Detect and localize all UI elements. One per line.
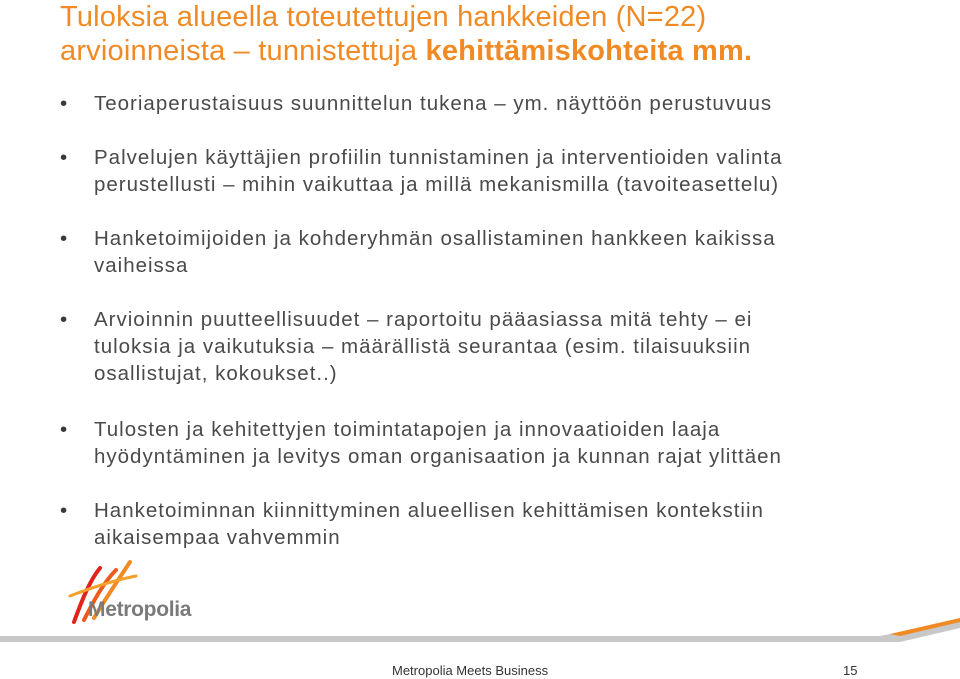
bullet-marker: •	[60, 92, 68, 115]
bullet-line: perustellusti – mihin vaikuttaa ja millä mekanismilla (tavoiteasettelu)	[94, 173, 780, 196]
title-line-1: Tuloksia alueella toteutettujen hankkeiden (N=22)	[60, 1, 707, 33]
bullet-line: Teoriaperustaisuus suunnittelun tukena – ym. näyttöön perustuvuus	[94, 92, 773, 115]
bullet-line: Palvelujen käyttäjien profiilin tunnistaminen ja interventioiden valinta	[94, 146, 783, 169]
bullet-line: Tulosten ja kehitettyjen toimintatapojen ja innovaatioiden laaja	[94, 418, 721, 441]
bullet-line: tuloksia ja vaikutuksia – määrällistä seurantaa (esim. tilaisuuksiin	[94, 335, 752, 358]
page-number: 15	[843, 663, 858, 678]
bullet-line: Arvioinnin puutteellisuudet – raportoitu pääasiassa mitä tehty – ei	[94, 308, 753, 331]
bullet-item	[60, 416, 920, 470]
bullet-line: Hanketoimijoiden ja kohderyhmän osallistaminen hankkeen kaikissa	[94, 227, 776, 250]
bullet-line: aikaisempaa vahvemmin	[94, 526, 341, 549]
footer-bar	[0, 616, 960, 642]
logo-text: Metropolia	[88, 598, 192, 621]
title-line-2: arvioinneista – tunnistettuja	[60, 35, 426, 67]
bullet-marker: •	[60, 308, 68, 331]
bullet-marker: •	[60, 227, 68, 250]
bullet-item	[60, 497, 920, 551]
bullet-marker: •	[60, 499, 68, 522]
slide-title	[60, 0, 940, 68]
bullet-item	[60, 90, 920, 117]
bullet-item	[60, 306, 920, 387]
bullet-line: hyödyntäminen ja levitys oman organisaation ja kunnan rajat ylittäen	[94, 445, 782, 468]
title-line-2-bold: kehittämiskohteita mm.	[425, 35, 753, 67]
bullet-list	[60, 90, 920, 551]
bullet-marker: •	[60, 418, 68, 441]
bullet-line: Hanketoiminnan kiinnittyminen alueellisen kehittämisen kontekstiin	[94, 499, 764, 522]
bullet-item	[60, 144, 920, 198]
bullet-line: vaiheissa	[94, 254, 189, 277]
bullet-item	[60, 225, 920, 279]
bullet-marker: •	[60, 146, 68, 169]
bullet-line: osallistujat, kokoukset..)	[94, 362, 338, 385]
footer-text: Metropolia Meets Business	[392, 663, 549, 678]
